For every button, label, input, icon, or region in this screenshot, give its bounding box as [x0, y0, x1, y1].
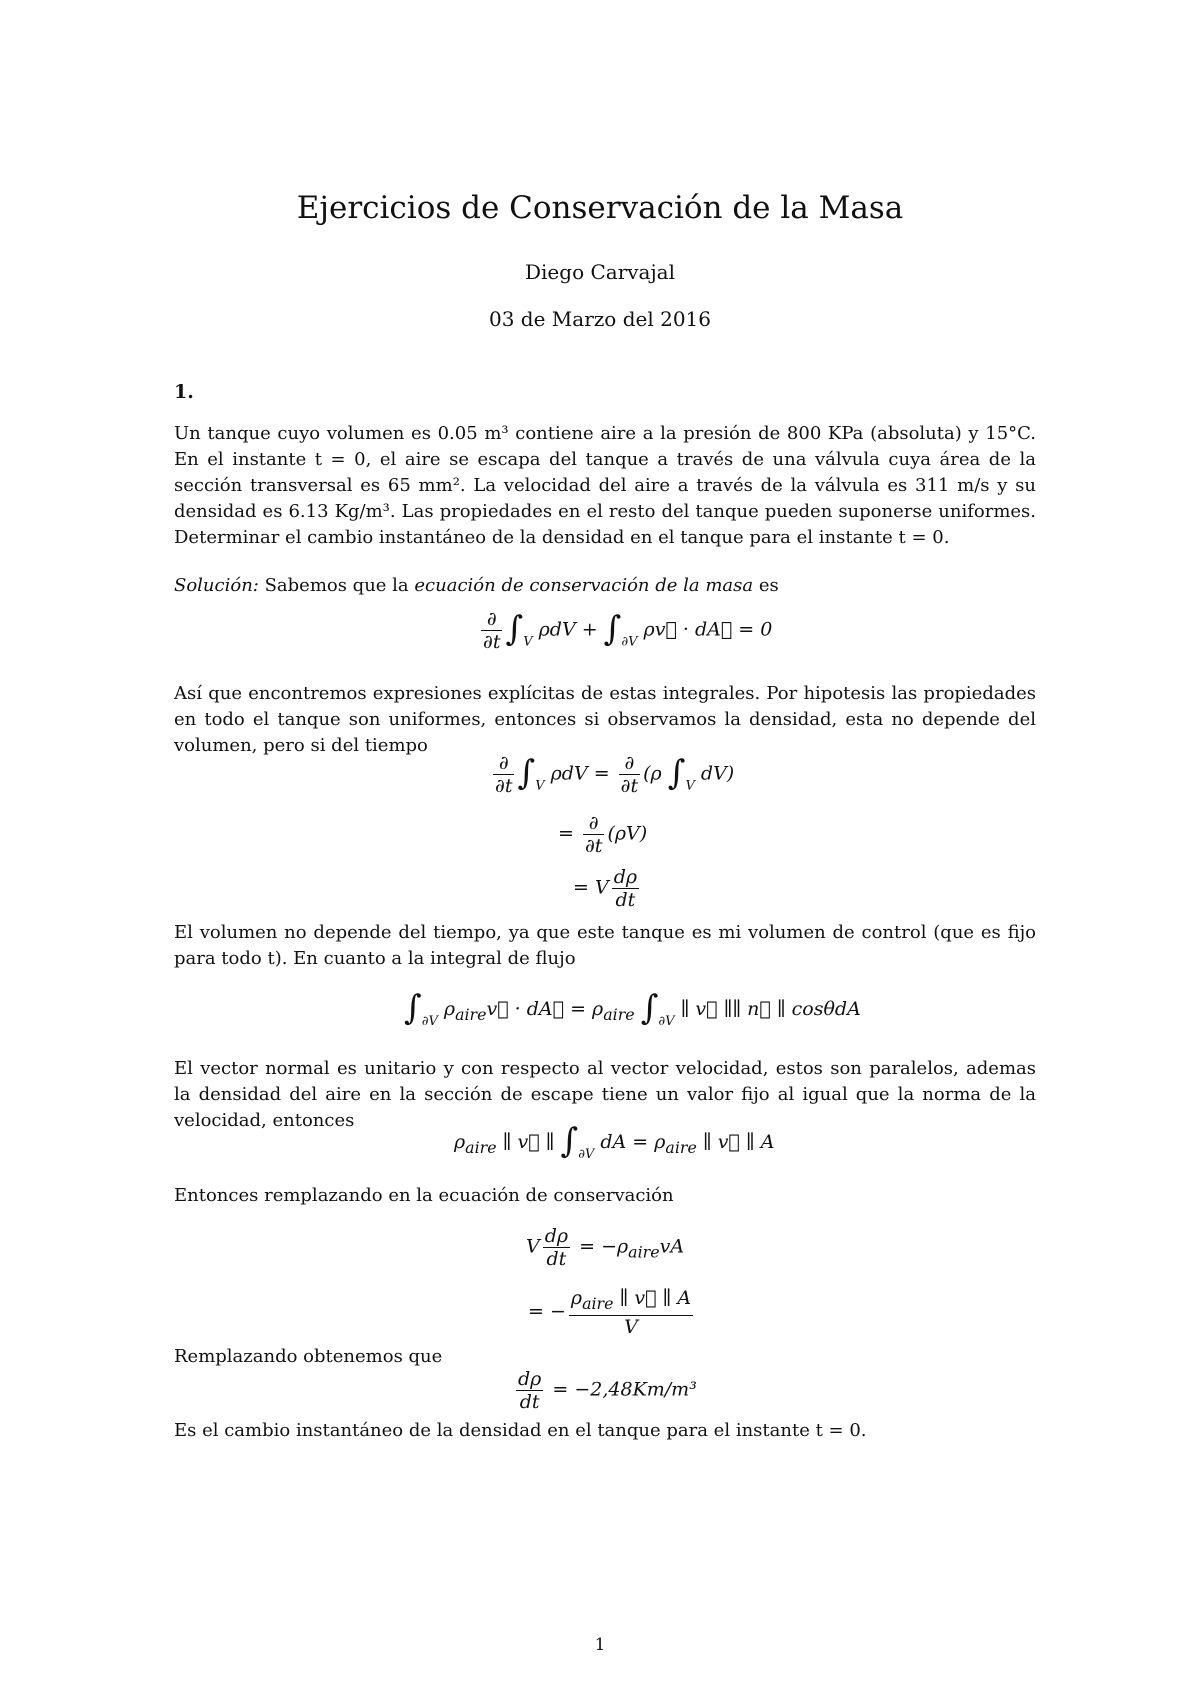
solution-label: Solución: [174, 575, 259, 596]
document-title: Ejercicios de Conservación de la Masa [296, 190, 904, 226]
paragraph-replace: Entonces remplazando en la ecuación de conservación [174, 1185, 674, 1206]
page-number: 1 [594, 1635, 606, 1655]
equation-conservation: $\frac{\partial}{\partial t}$ $\int_V$ $\rho dV + \int_{\partial V}$ ρv⃗ · dA⃗ = 0 [483, 608, 773, 653]
paragraph-integrals: Así que encontremos expresiones explícitas de estas integrales. Por hipotesis las propiedades en todo el tanque son uniformes, entonces si observamos la densidad, esta no depende del volumen, pero si del tiempo [174, 683, 1036, 756]
equation-result: $\frac{d\rho}{dt}$ = −2,48Km/m³ [518, 1368, 697, 1413]
equation-time-derivative-2: = $\frac{\partial}{\partial t}$ (ρV) [558, 812, 648, 857]
solution-intro [174, 573, 1036, 599]
equation-replace-1: V $\frac{d\rho}{dt}$ = $-\rho_{aire}vA$ [526, 1225, 685, 1270]
solution-text-b: es [753, 575, 779, 596]
paragraph-normal-vector: El vector normal es unitario y con respecto al vector velocidad, estos son paralelos, ademas la densidad del aire en la sección de escape tiene un valor fijo al igual que la norma de la velocidad, entonces [174, 1058, 1036, 1131]
equation-density-norm: $\rho_{aire}$ ∥ v⃗ ∥ $\int_{\partial V}$ dA = $\rho_{aire}$ ∥ v⃗ ∥ A [454, 1121, 775, 1162]
solution-emphasis: ecuación de conservación de la masa [414, 575, 754, 596]
document-date: 03 de Marzo del 2016 [489, 307, 711, 331]
equation-time-derivative-3: = V $\frac{d\rho}{dt}$ [573, 866, 638, 911]
section-number: 1. [174, 381, 194, 403]
equation-replace-2: = − $\frac{\rho_{aire} \parallel v⃗ \parallel A}{V}$ [528, 1287, 692, 1338]
paragraph-obtain: Remplazando obtenemos que [174, 1346, 443, 1367]
problem-statement: Un tanque cuyo volumen es 0.05 m³ contiene aire a la presión de 800 KPa (absoluta) y 15°C. En el instante t = 0, el aire se escapa del tanque a través de una válvula cuya área de la sección transversal es 65 mm². La velocidad del aire a través de la válvula es 311 m/s y su densidad es 6.13 Kg/m³. Las propiedades en el resto del tanque pueden suponerse uniformes. Determinar el cambio instantáneo de la densidad en el tanque para el instante t = 0. [174, 423, 1036, 548]
document-author: Diego Carvajal [525, 260, 675, 284]
paragraph-conclusion: Es el cambio instantáneo de la densidad en el tanque para el instante t = 0. [174, 1420, 867, 1441]
paragraph-volume: El volumen no depende del tiempo, ya que este tanque es mi volumen de control (que es fijo para todo t). En cuanto a la integral de flujo [174, 922, 1036, 969]
equation-time-derivative-1: $\frac{\partial}{\partial t}$ $\int_V$ ρdV = $\frac{\partial}{\partial t}$ (ρ $\int_V$ dV) [495, 752, 735, 797]
result-value: = −2,48Km/m³ [552, 1378, 697, 1401]
solution-text-a: Sabemos que la [258, 575, 415, 596]
equation-flux-integral: $\int_{\partial V}$ $\rho_{aire}v⃗$ · dA⃗ = $\rho_{aire}$ $\int_{\partial V}$ ∥ v⃗ ∥∥ n⃗ ∥ cosθdA [404, 988, 861, 1029]
